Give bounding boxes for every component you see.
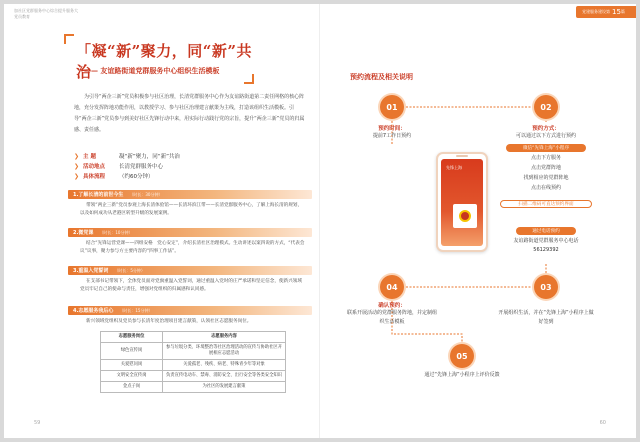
page-subtitle: —— 友谊路街道党群服务中心组织生活模板 — [84, 67, 220, 75]
section-body: 新兴领域党组织及党员参与长清年度治理项目建言献策，认领社区志愿服务岗位。 — [86, 319, 252, 324]
step-05-text: 通过“先锋上海”小程序上评价反馈 — [424, 372, 500, 378]
info-row-location — [74, 162, 180, 172]
info-key: 具体流程 — [83, 174, 106, 180]
section-1 — [68, 190, 312, 221]
document-spread — [4, 4, 636, 438]
phone-notch-icon — [456, 155, 468, 157]
section-title: 1.了解长清的前世今生 — [73, 192, 124, 198]
table-cell: 关爱孤老、残疾、病老、特殊青少年等对象 — [163, 360, 286, 371]
phone-pill: 通过电话预约 — [516, 227, 576, 235]
section-heading — [68, 228, 312, 237]
step-01-label: 预约时间： — [378, 126, 406, 132]
chevron-right-icon: ❯ — [74, 153, 80, 160]
table-cell: 为社区的发展建言献策 — [163, 382, 286, 393]
section-duration: （时长：10分钟） — [99, 229, 133, 235]
page-number: 60 — [599, 420, 606, 426]
wechat-step: 找到相应的党群阵地 — [523, 175, 569, 181]
table-row — [101, 382, 286, 393]
phone-screen-title: 先锋上海 — [446, 165, 462, 170]
step-04-badge: 04 — [380, 275, 404, 299]
header-line-1: 加社区党群服务中心综合提升服务大 — [14, 8, 78, 13]
info-key: 活动地点 — [83, 164, 106, 170]
banner-number: 15 — [612, 8, 621, 16]
left-page — [4, 4, 320, 438]
section-heading — [68, 190, 312, 199]
phone-text: 友谊路街道党群服务中心电话 — [513, 238, 579, 244]
info-value: 长清党群服务中心 — [119, 164, 164, 170]
section-body: 结合“先锋运营党课——四组安格 党心安定”，介绍长清社区治理模式。生动讲述以案四说的方式，“代表会议”议事，聚力参与方主要内容的“四事工作法”。 — [80, 241, 305, 254]
step-03-badge: 03 — [534, 275, 558, 299]
info-row-process — [74, 172, 180, 182]
section-duration: （时长：30分钟） — [129, 191, 163, 197]
section-duration: （时长：5分钟） — [114, 267, 145, 273]
phone-screen — [441, 159, 483, 246]
volunteer-table — [100, 331, 286, 393]
activity-info — [74, 152, 180, 182]
phone-mockup — [436, 152, 488, 252]
section-3 — [68, 266, 312, 297]
table-header: 志愿服务岗位 — [101, 332, 163, 343]
section-2 — [68, 228, 312, 259]
chevron-right-icon: ❯ — [74, 173, 80, 180]
step-04-text: 联系开展活动的党群服务阵地，并定制组织生活模板 — [346, 310, 437, 325]
wechat-step: 点击在线预约 — [530, 185, 561, 191]
step-02-text: 可以通过以下方式进行预约 — [515, 133, 576, 139]
intro-paragraph: 为引导“两企三新”党员积极参与社区治理，长清党群服务中心作为友谊路街道第二责任网格的核心阵地，充分发挥阵地功能作用，以教授学习、参与社区治理建言献策为主线，打造该组织生活模板。引导“两企三新”党员参与到美好社区先锋行动中来，用实际行动践行党的宗旨，提升“两企三新”党员的归属感、责任感。 — [74, 94, 305, 133]
table-cell: 参与垃圾分类、环境整治等社区治理活动的宣传与协助社区开展相应志愿活动 — [163, 343, 286, 360]
info-value: （约60分钟） — [119, 174, 154, 180]
table-cell: 文明安全宣传岗 — [101, 371, 163, 382]
section-title: 4.志愿服务我后心 — [73, 308, 114, 314]
chevron-right-icon: ❯ — [74, 163, 80, 170]
info-key: 主 题 — [83, 154, 96, 160]
step-01-text: 提前7工作日预约 — [372, 133, 412, 139]
section-title: 2.微党课 — [73, 230, 94, 236]
section-title: 3.重温入党誓词 — [73, 268, 109, 274]
wechat-step: 点击党群阵地 — [530, 165, 561, 171]
step-03-text: 开展组织生活，并在“先锋上海”小程序上做好签到 — [498, 310, 594, 325]
section-duration: （时长：15分钟） — [119, 307, 153, 313]
step-02-label: 预约方式： — [532, 126, 560, 132]
series-banner — [576, 6, 636, 18]
table-cell: 负责宣传电动车、禁毒、消防安全、出行安全等各类安全知识 — [163, 371, 286, 382]
wechat-step: 点击下方服务 — [530, 155, 561, 161]
qr-code-icon — [453, 204, 477, 228]
wechat-pill: 微信“先锋上海”小程序 — [506, 144, 586, 152]
table-cell: 绿色宣传岗 — [101, 343, 163, 360]
table-header-row — [101, 332, 286, 343]
right-page — [320, 4, 636, 438]
section-4 — [68, 306, 312, 329]
banner-label: 党建服务建设第 — [582, 9, 610, 14]
table-cell: 关爱慰问岗 — [101, 360, 163, 371]
table-row — [101, 343, 286, 360]
qr-pill: 扫描二维码可直达预约界面 — [500, 200, 592, 208]
table-row — [101, 371, 286, 382]
page-title: 「凝“新”聚力，同“新”共治 — [76, 42, 253, 81]
step-01-badge: 01 — [380, 95, 404, 119]
section-heading — [68, 266, 312, 275]
table-row — [101, 360, 286, 371]
running-header — [14, 8, 78, 20]
table-header: 志愿服务内容 — [163, 332, 286, 343]
header-line-2: 党员教育 — [14, 14, 30, 19]
info-value: 凝“新”聚力，同“新”共治 — [119, 154, 180, 160]
step-04-label: 确认预约： — [378, 303, 406, 309]
corner-bracket-icon — [64, 34, 74, 44]
banner-suffix: 篇 — [620, 9, 625, 14]
section-title: 预约流程及相关说明 — [350, 73, 413, 81]
page-number: 59 — [34, 420, 41, 426]
info-row-theme — [74, 152, 180, 162]
section-body: 带领“两企三新”党员参观上海长清体验馆——长清环滨江带——长清党群服务中心，了解上海长清的规划，以及如何成功从老港区转型升级的发展案例。 — [80, 203, 303, 216]
step-02-badge: 02 — [534, 95, 558, 119]
title-block — [64, 34, 254, 84]
section-body: 在支部书记带领下，全体党员面对党旗重温入党誓词，通过重温入党时的庄严承诺和坚定信念，使新兴领域党员牢记自己的使命与责任，增强对党组织的归属感和认同感。 — [80, 279, 302, 292]
step-05-badge: 05 — [450, 344, 474, 368]
phone-number: 56129392 — [533, 247, 559, 253]
table-cell: 金点子岗 — [101, 382, 163, 393]
section-heading — [68, 306, 312, 315]
